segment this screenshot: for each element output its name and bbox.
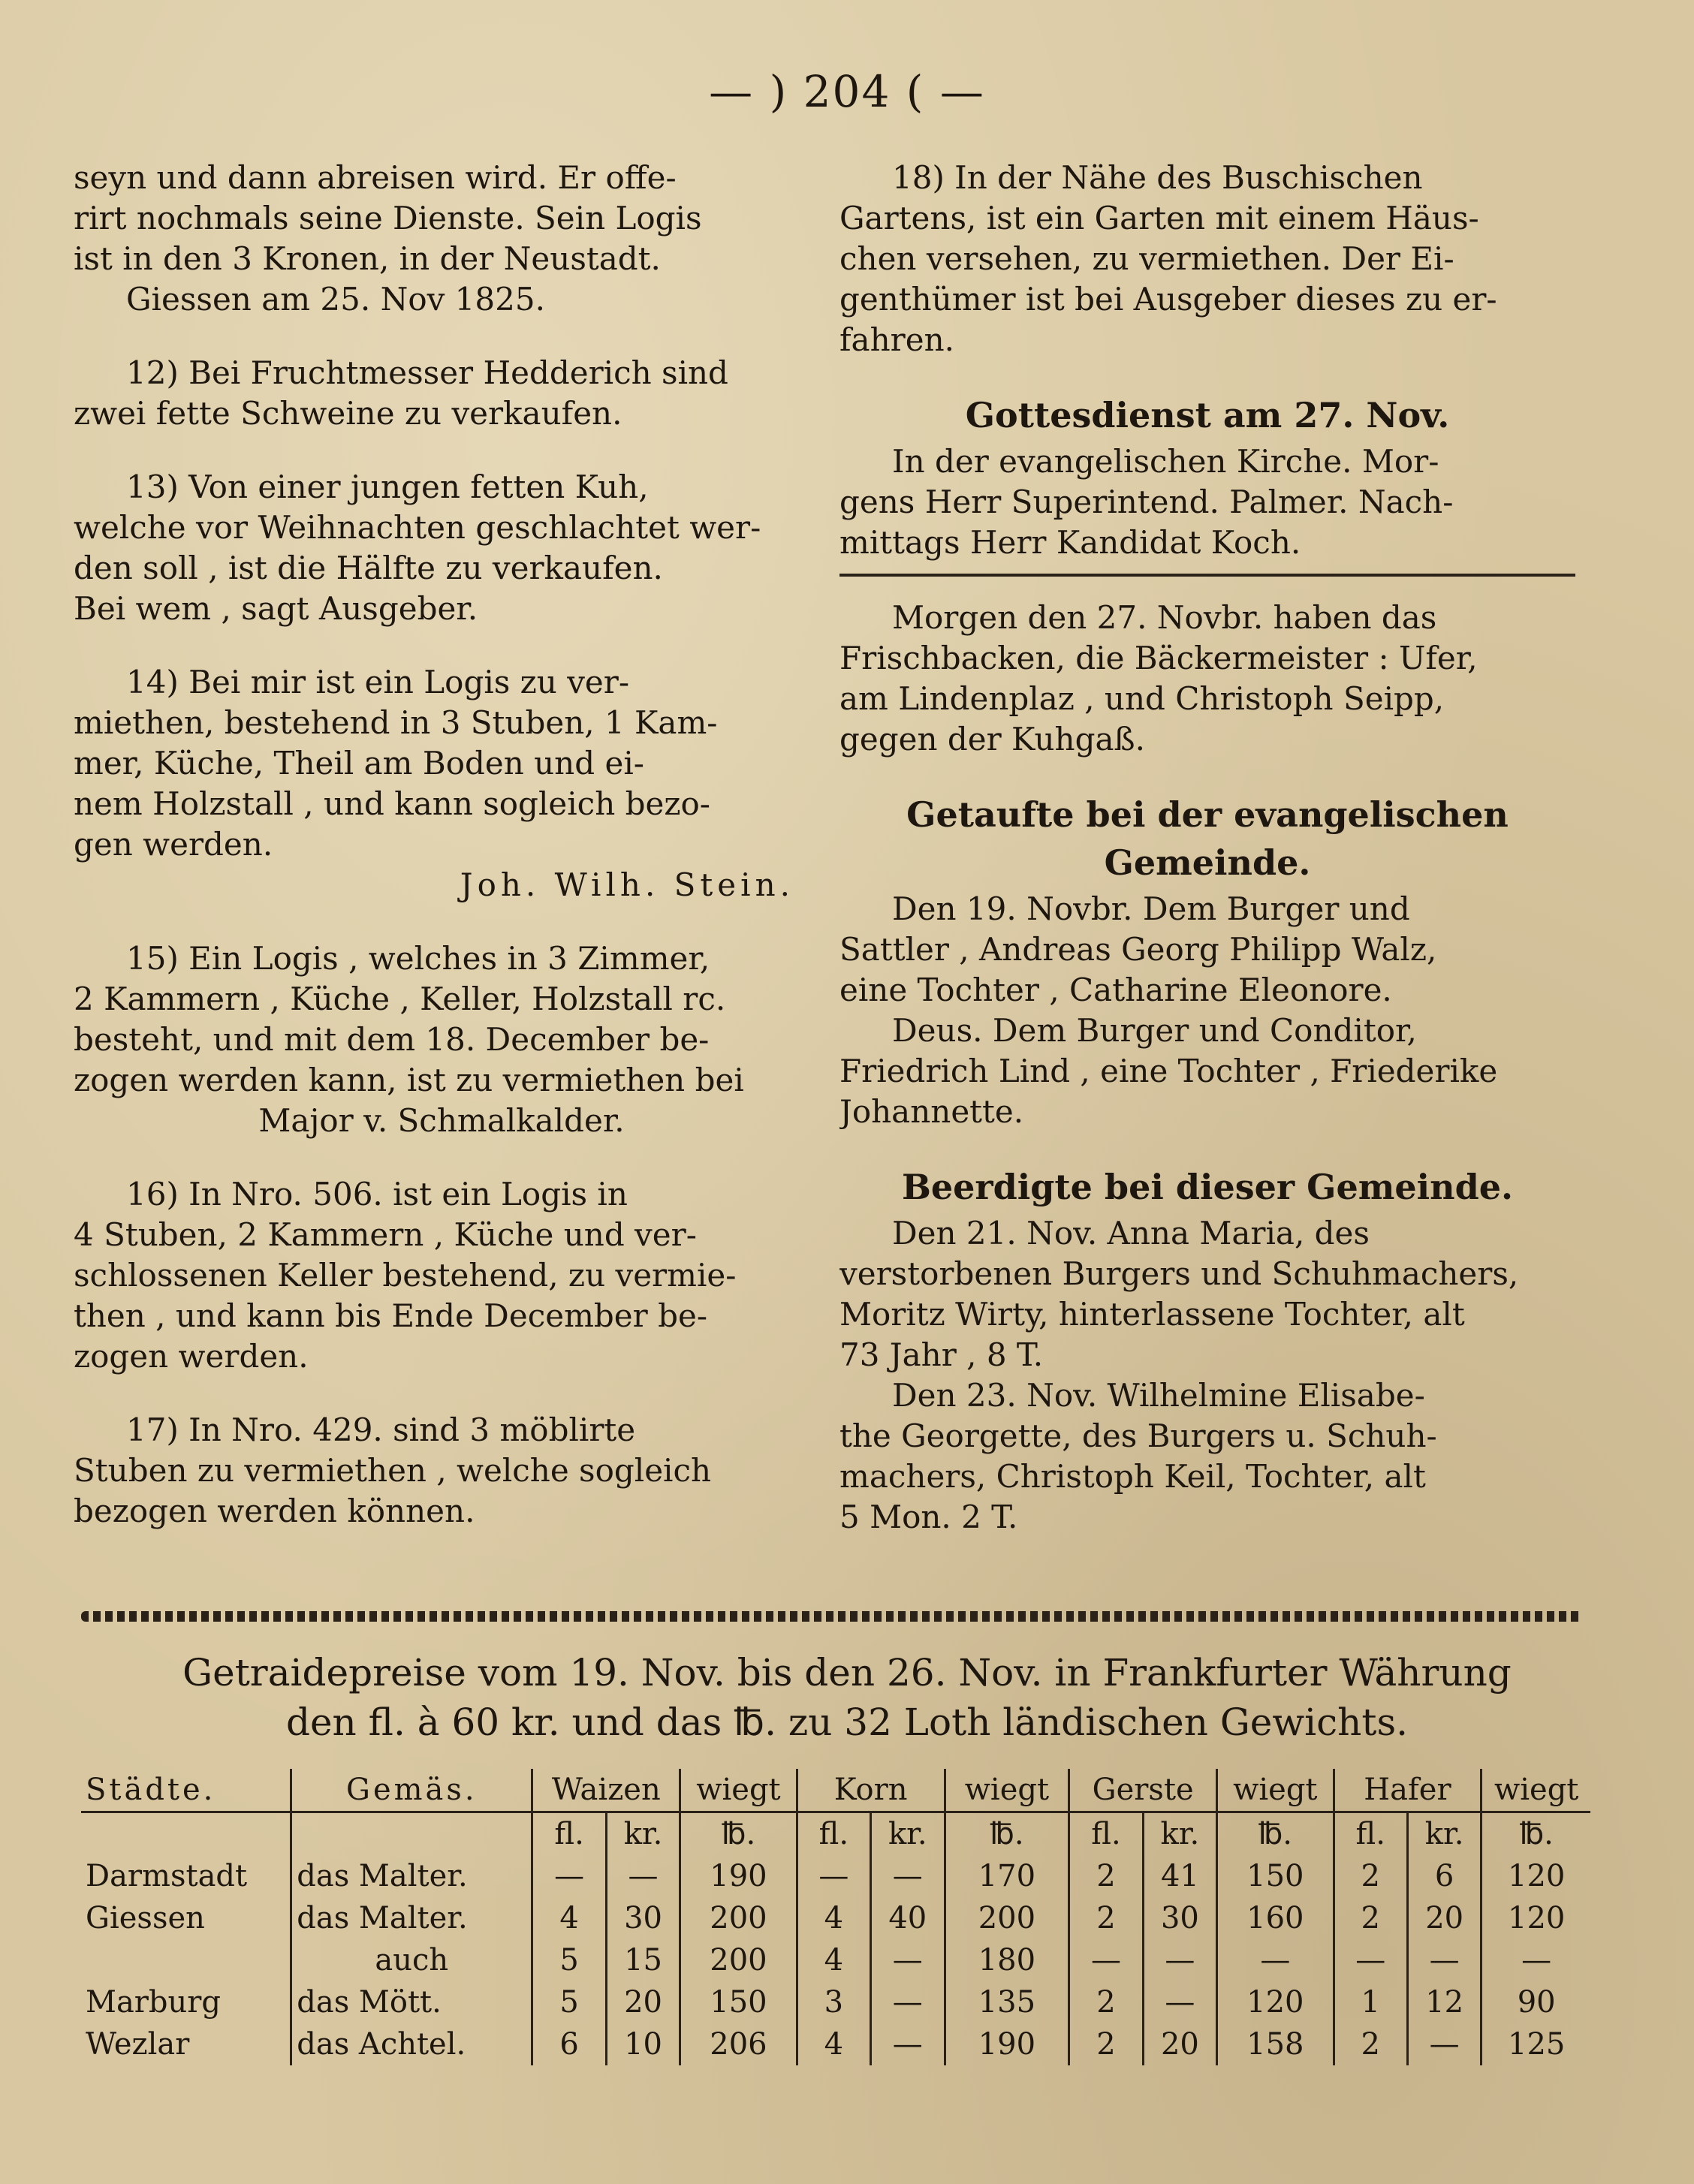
text-line: Bei wem , sagt Ausgeber.	[74, 590, 478, 627]
text-line: eine Tochter , Catharine Eleonore.	[839, 972, 1392, 1008]
text-line: 4 Stuben, 2 Kammern , Küche und ver-	[74, 1216, 697, 1253]
notice-18	[839, 158, 1575, 360]
notice-14	[74, 662, 809, 905]
text-line: 12) Bei Fruchtmesser Hedderich sind	[126, 354, 728, 391]
price-cell: 12	[1407, 1981, 1481, 2023]
text-line: machers, Christoph Keil, Tochter, alt	[839, 1458, 1426, 1495]
price-cell: 10	[606, 2023, 680, 2065]
unit-header: fl.	[1069, 1812, 1143, 1856]
price-cell: 2	[1069, 1897, 1143, 1939]
text-line: then , und kann bis Ende December be-	[74, 1297, 708, 1334]
section-heading: Gottesdienst am 27. Nov.	[965, 395, 1450, 435]
price-cell: 5	[532, 1939, 606, 1981]
right-column	[839, 158, 1575, 1571]
text-line: verstorbenen Burgers und Schuhmachers,	[839, 1255, 1519, 1292]
text-line: Den 19. Novbr. Dem Burger und	[892, 890, 1410, 927]
price-cell: —	[871, 2023, 945, 2065]
text-line: chen versehen, zu vermiethen. Der Ei-	[839, 240, 1454, 277]
text-line: zogen werden.	[74, 1338, 309, 1375]
notice-12	[74, 353, 809, 434]
measure-cell: das Achtel.	[291, 2023, 532, 2065]
price-cell: —	[871, 1981, 945, 2023]
price-rows	[81, 1855, 1590, 2065]
text-line: Johannette.	[839, 1093, 1024, 1130]
price-cell: —	[1407, 2023, 1481, 2065]
text-line: am Lindenplaz , und Christoph Seipp,	[839, 680, 1445, 717]
unit-header: kr.	[1407, 1812, 1481, 1856]
price-cell: 30	[606, 1897, 680, 1939]
price-cell: 1	[1334, 1981, 1407, 2023]
price-cell: —	[871, 1855, 945, 1897]
text-line: Sattler , Andreas Georg Philipp Walz,	[839, 931, 1437, 968]
column-header: Waizen	[532, 1769, 680, 1812]
text-line: genthümer ist bei Ausgeber dieses zu er-	[839, 281, 1497, 318]
text-line: Den 23. Nov. Wilhelmine Elisabe-	[892, 1377, 1425, 1414]
table-row	[81, 1855, 1590, 1897]
price-cell: 150	[1217, 1855, 1334, 1897]
text-line: Morgen den 27. Novbr. haben das	[892, 599, 1437, 636]
price-cell: —	[1069, 1939, 1143, 1981]
price-cell: 200	[680, 1939, 797, 1981]
grain-price-table	[81, 1769, 1590, 2065]
text-line: 14) Bei mir ist ein Logis zu ver-	[126, 664, 630, 700]
price-cell: 135	[945, 1981, 1069, 2023]
text-line: besteht, und mit dem 18. December be-	[74, 1021, 710, 1058]
table-header-row	[81, 1769, 1590, 1812]
price-cell: 158	[1217, 2023, 1334, 2065]
price-cell: 120	[1217, 1981, 1334, 2023]
column-header: wiegt	[1217, 1769, 1334, 1812]
baking-notice	[839, 598, 1575, 760]
unit-header: kr.	[606, 1812, 680, 1856]
price-cell: 4	[797, 2023, 870, 2065]
text-line: mittags Herr Kandidat Koch.	[839, 524, 1301, 561]
text-line: schlossenen Keller bestehend, zu vermie-	[74, 1257, 737, 1294]
price-cell: 160	[1217, 1897, 1334, 1939]
price-cell: 5	[532, 1981, 606, 2023]
column-header: Gemäs.	[291, 1769, 532, 1812]
city-cell: Giessen	[86, 1901, 205, 1935]
notice-11-end	[74, 158, 809, 320]
price-cell: 2	[1334, 1855, 1407, 1897]
price-cell: 6	[1407, 1855, 1481, 1897]
price-cell: —	[606, 1855, 680, 1897]
buried-section	[839, 1165, 1575, 1538]
text-line: Moritz Wirty, hinterlassene Tochter, alt	[839, 1296, 1465, 1333]
column-header: Hafer	[1334, 1769, 1481, 1812]
notice-15	[74, 938, 809, 1141]
text-line: 73 Jahr , 8 T.	[839, 1336, 1044, 1373]
price-cell: —	[797, 1855, 870, 1897]
price-cell: —	[1481, 1939, 1590, 1981]
price-cell: 3	[797, 1981, 870, 2023]
text-line: 5 Mon. 2 T.	[839, 1499, 1018, 1535]
unit-header: ℔.	[945, 1812, 1069, 1856]
price-cell: 150	[680, 1981, 797, 2023]
price-cell: 2	[1334, 1897, 1407, 1939]
unit-header: fl.	[1334, 1812, 1407, 1856]
text-line: 15) Ein Logis , welches in 3 Zimmer,	[126, 940, 710, 977]
price-cell: —	[1407, 1939, 1481, 1981]
unit-header: kr.	[1143, 1812, 1216, 1856]
unit-header: fl.	[797, 1812, 870, 1856]
price-cell: 90	[1481, 1981, 1590, 2023]
unit-header: ℔.	[680, 1812, 797, 1856]
price-cell: 15	[606, 1939, 680, 1981]
price-cell: 2	[1069, 1981, 1143, 2023]
price-cell: 4	[532, 1897, 606, 1939]
table-row	[81, 1897, 1590, 1939]
table-row	[81, 1939, 1590, 1981]
text-line: In der evangelischen Kirche. Mor-	[892, 443, 1439, 480]
price-table-title	[75, 1648, 1619, 1747]
price-cell: 120	[1481, 1897, 1590, 1939]
text-line: seyn und dann abreisen wird. Er offe-	[74, 159, 677, 196]
price-cell: —	[532, 1855, 606, 1897]
notice-13	[74, 467, 809, 629]
text-line: bezogen werden können.	[74, 1493, 475, 1529]
ornamental-divider	[81, 1611, 1583, 1622]
text-line: gegen der Kuhgaß.	[839, 721, 1145, 758]
price-cell: 4	[797, 1897, 870, 1939]
price-cell: —	[871, 1939, 945, 1981]
price-cell: 41	[1143, 1855, 1216, 1897]
notice-16	[74, 1174, 809, 1377]
city-cell: Wezlar	[86, 2027, 190, 2062]
price-cell: 120	[1481, 1855, 1590, 1897]
text-line: 17) In Nro. 429. sind 3 möblirte	[126, 1411, 636, 1448]
price-cell: 200	[680, 1897, 797, 1939]
price-cell: —	[1217, 1939, 1334, 1981]
text-line: fahren.	[839, 321, 954, 358]
text-line: nem Holzstall , und kann sogleich bezo-	[74, 785, 710, 822]
table-row	[81, 1981, 1590, 2023]
text-line: gens Herr Superintend. Palmer. Nach-	[839, 483, 1454, 520]
service-section	[839, 393, 1575, 563]
section-heading: Getaufte bei der evangelischen	[906, 794, 1509, 835]
table-row	[81, 2023, 1590, 2065]
price-cell: 6	[532, 2023, 606, 2065]
text-line: the Georgette, des Burgers u. Schuh-	[839, 1417, 1437, 1454]
signature: Joh. Wilh. Stein.	[460, 866, 794, 903]
section-heading: Gemeinde.	[1104, 842, 1311, 883]
price-cell: 20	[606, 1981, 680, 2023]
unit-header: kr.	[871, 1812, 945, 1856]
text-line: 16) In Nro. 506. ist ein Logis in	[126, 1176, 628, 1212]
baptized-section	[839, 793, 1575, 1132]
city-cell: Marburg	[86, 1985, 222, 2020]
text-line: Deus. Dem Burger und Conditor,	[892, 1012, 1417, 1049]
city-cell: Darmstadt	[86, 1859, 248, 1893]
text-line: welche vor Weihnachten geschlachtet wer-	[74, 509, 761, 546]
text-line: Frischbacken, die Bäckermeister : Ufer,	[839, 640, 1478, 676]
measure-cell: auch	[291, 1939, 532, 1981]
title-line: Getraidepreise vom 19. Nov. bis den 26. Nov. in Frankfurter Währung	[182, 1651, 1512, 1694]
price-cell: 180	[945, 1939, 1069, 1981]
unit-header: fl.	[532, 1812, 606, 1856]
column-header: wiegt	[945, 1769, 1069, 1812]
price-cell: 170	[945, 1855, 1069, 1897]
price-cell: 2	[1069, 1855, 1143, 1897]
text-line: 18) In der Nähe des Buschischen	[892, 159, 1423, 196]
price-cell: 20	[1143, 2023, 1216, 2065]
notice-17	[74, 1410, 809, 1532]
price-cell: 4	[797, 1939, 870, 1981]
price-cell: —	[1143, 1939, 1216, 1981]
text-line: Friedrich Lind , eine Tochter , Friederike	[839, 1053, 1498, 1089]
price-cell: 190	[680, 1855, 797, 1897]
city-cell	[81, 1939, 291, 1981]
text-line: zogen werden kann, ist zu vermiethen bei	[74, 1062, 744, 1098]
text-line: den soll , ist die Hälfte zu verkaufen.	[74, 550, 663, 586]
column-header: Gerste	[1069, 1769, 1217, 1812]
unit-header: ℔.	[1481, 1812, 1590, 1856]
price-cell: —	[1143, 1981, 1216, 2023]
text-line: Gartens, ist ein Garten mit einem Häus-	[839, 200, 1479, 236]
page-number: — ) 204 ( —	[709, 66, 985, 117]
text-line: ist in den 3 Kronen, in der Neustadt.	[74, 240, 661, 277]
text-line: gen werden.	[74, 826, 273, 863]
price-cell: 30	[1143, 1897, 1216, 1939]
price-cell: 206	[680, 2023, 797, 2065]
unit-header: ℔.	[1217, 1812, 1334, 1856]
text-line: Stuben zu vermiethen , welche sogleich	[74, 1452, 712, 1489]
text-line: rirt nochmals seine Dienste. Sein Logis	[74, 200, 702, 236]
left-column	[74, 158, 809, 1565]
measure-cell: das Malter.	[291, 1855, 532, 1897]
price-cell: 2	[1334, 2023, 1407, 2065]
table-subheader-row	[81, 1812, 1590, 1856]
text-line: miethen, bestehend in 3 Stuben, 1 Kam-	[74, 704, 718, 741]
price-cell: 190	[945, 2023, 1069, 2065]
divider	[839, 574, 1575, 577]
measure-cell: das Mött.	[291, 1981, 532, 2023]
section-heading: Beerdigte bei dieser Gemeinde.	[901, 1167, 1514, 1207]
price-cell: —	[1334, 1939, 1407, 1981]
column-header: wiegt	[680, 1769, 797, 1812]
text-line: 2 Kammern , Küche , Keller, Holzstall rc.	[74, 981, 726, 1017]
price-cell: 2	[1069, 2023, 1143, 2065]
text-line: Den 21. Nov. Anna Maria, des	[892, 1215, 1370, 1252]
price-cell: 40	[871, 1897, 945, 1939]
column-header: Korn	[797, 1769, 945, 1812]
price-cell: 125	[1481, 2023, 1590, 2065]
title-line: den fl. à 60 kr. und das ℔. zu 32 Loth ländischen Gewichts.	[285, 1701, 1409, 1744]
text-line: zwei fette Schweine zu verkaufen.	[74, 395, 622, 432]
signature: Major v. Schmalkalder.	[258, 1102, 625, 1139]
measure-cell: das Malter.	[291, 1897, 532, 1939]
column-header: Städte.	[81, 1769, 291, 1812]
text-line: Giessen am 25. Nov 1825.	[126, 281, 545, 318]
text-line: 13) Von einer jungen fetten Kuh,	[126, 468, 649, 505]
price-cell: 20	[1407, 1897, 1481, 1939]
price-cell: 200	[945, 1897, 1069, 1939]
column-header: wiegt	[1481, 1769, 1590, 1812]
text-line: mer, Küche, Theil am Boden und ei-	[74, 745, 644, 782]
